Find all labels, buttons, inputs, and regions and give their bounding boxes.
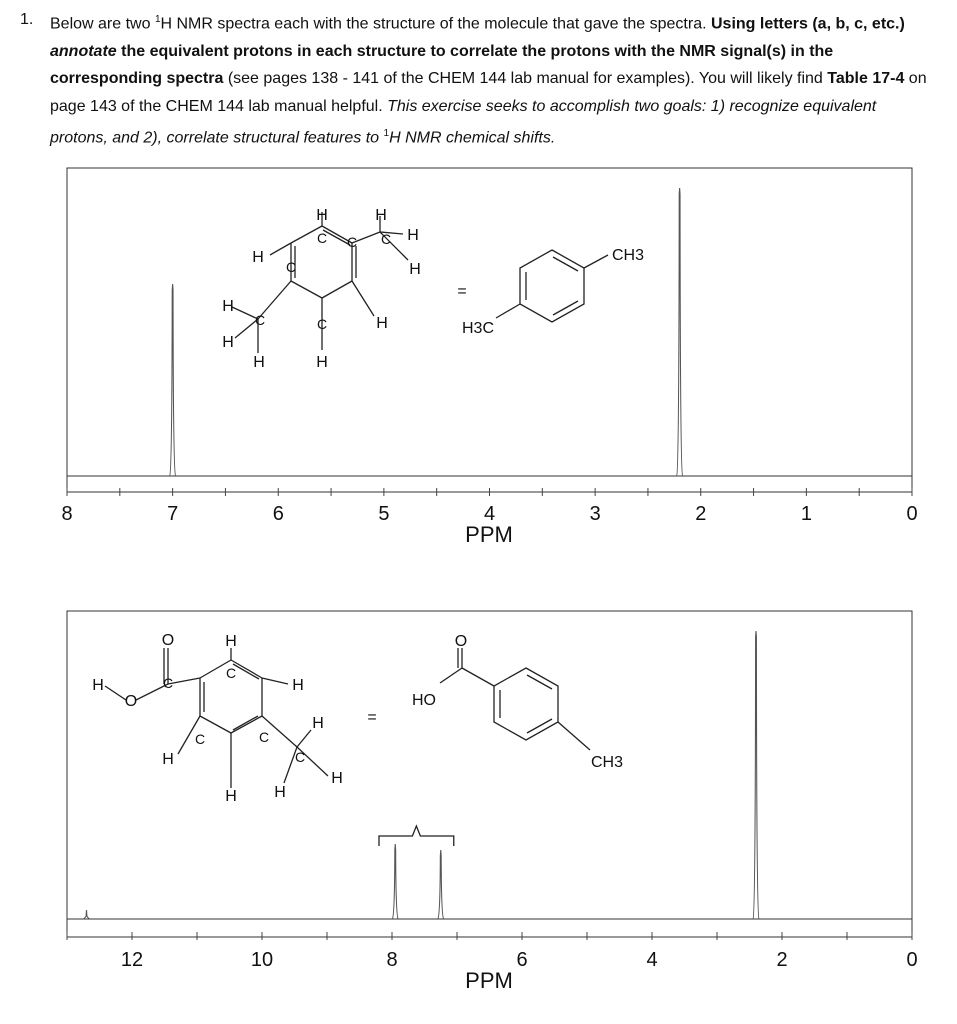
- nmr-peak: [84, 910, 90, 919]
- ch3-label: CH3: [611, 247, 645, 264]
- h-atom: H: [292, 677, 304, 694]
- molecule-1-skeletal: [462, 247, 644, 337]
- h-atom: H: [225, 633, 237, 650]
- q-i1: This exercise seeks to accomplish two goals: 1) recognize equivalent protons, and 2), correlate structural features to: [50, 97, 877, 147]
- ch3-label: CH3: [590, 754, 624, 771]
- c-atom: C: [162, 675, 174, 691]
- q-s3: (see pages 138 - 141 of the CHEM 144 lab manual for examples). You will likely find: [223, 70, 828, 88]
- tick-label: 5: [378, 503, 390, 525]
- q-bi1: annotate: [50, 42, 117, 60]
- o-atom: O: [161, 632, 175, 649]
- nmr-peak: [677, 188, 683, 476]
- q-s1: Below are two: [50, 15, 155, 33]
- peak-group-bracket: [379, 826, 454, 846]
- tick-label: 7: [167, 503, 179, 525]
- c-atom: C: [254, 312, 266, 328]
- tick-label: 0: [906, 949, 918, 971]
- equals-sign-1: =: [457, 283, 467, 300]
- molecule-2-skeletal: [412, 633, 623, 771]
- h-atom: H: [316, 354, 328, 371]
- h-atom: H: [274, 784, 286, 801]
- c-atom: C: [316, 316, 328, 332]
- c-atom: C: [346, 234, 358, 250]
- h-atom: H: [253, 354, 265, 371]
- h-atom: H: [312, 715, 324, 732]
- tick-label: 6: [272, 503, 284, 525]
- spectrum-2-frame: [67, 611, 912, 937]
- molecule-2-expanded: [92, 632, 343, 805]
- c-atom: C: [194, 731, 206, 747]
- tick-label: 1: [800, 503, 812, 525]
- spectrum-2-peaks: [84, 631, 760, 919]
- tick-label: 4: [483, 503, 496, 525]
- h-atom: H: [222, 334, 234, 351]
- h-atom: H: [252, 249, 264, 266]
- h-atom: H: [331, 770, 343, 787]
- h-atom: H: [376, 315, 388, 332]
- nmr-peak: [170, 284, 176, 476]
- o-atom: O: [124, 693, 138, 710]
- tick-label: 2: [776, 949, 788, 971]
- o-atom: O: [454, 633, 468, 650]
- q-b3: Table 17-4: [827, 70, 905, 88]
- c-atom: C: [316, 230, 328, 246]
- tick-label: 12: [120, 949, 144, 971]
- spectrum-1-peaks: [170, 188, 683, 476]
- h-atom: H: [316, 207, 328, 224]
- spectrum-2-ticks: [67, 932, 918, 971]
- h-atom: H: [407, 227, 419, 244]
- h-atom: H: [225, 788, 237, 805]
- nmr-peak: [438, 850, 444, 919]
- tick-label: 0: [906, 503, 918, 525]
- spectrum-1: [61, 168, 917, 547]
- ho-label: HO: [412, 692, 436, 709]
- q-i2: H NMR chemical shifts.: [389, 129, 556, 147]
- q-s2: H NMR spectra each with the structure of the molecule that gave the spectra.: [160, 15, 711, 33]
- h3c-label: H3C: [461, 320, 495, 337]
- tick-label: 10: [250, 949, 274, 971]
- q-s4: on page 143 of the CHEM 144 lab manual helpful.: [50, 70, 927, 115]
- q-sup1: 1: [154, 14, 161, 25]
- c-atom: C: [380, 231, 392, 247]
- spectrum-1-ticks: [61, 488, 917, 525]
- spectrum-2-axis-label: PPM: [465, 968, 513, 993]
- spectrum-1-axis-label: PPM: [465, 522, 513, 547]
- h-atom: H: [92, 677, 104, 694]
- q-b2: the equivalent protons in each structure to correlate the protons with the NMR signal(s) in the corresponding spectra: [50, 42, 834, 88]
- equals-sign-2: =: [367, 709, 377, 726]
- q-b1: Using letters (a, b, c, etc.): [710, 15, 905, 33]
- question-number: 1.: [20, 11, 34, 28]
- tick-label: 3: [589, 503, 601, 525]
- c-atom: C: [258, 729, 270, 745]
- h-atom: H: [222, 298, 234, 315]
- molecule-1-expanded: [222, 207, 421, 371]
- c-atom: C: [294, 749, 306, 765]
- tick-label: 6: [516, 949, 528, 971]
- c-atom: C: [225, 665, 237, 681]
- tick-label: 8: [61, 503, 73, 525]
- spectrum-2: [67, 611, 918, 993]
- h-atom: H: [409, 261, 421, 278]
- tick-label: 2: [695, 503, 707, 525]
- nmr-peak: [392, 844, 398, 919]
- q-sup2: 1: [383, 128, 390, 140]
- h-atom: H: [375, 207, 387, 224]
- tick-label: 4: [646, 949, 658, 971]
- nmr-peak: [753, 631, 759, 919]
- c-atom: C: [285, 259, 297, 275]
- h-atom: H: [162, 751, 174, 768]
- tick-label: 8: [386, 949, 398, 971]
